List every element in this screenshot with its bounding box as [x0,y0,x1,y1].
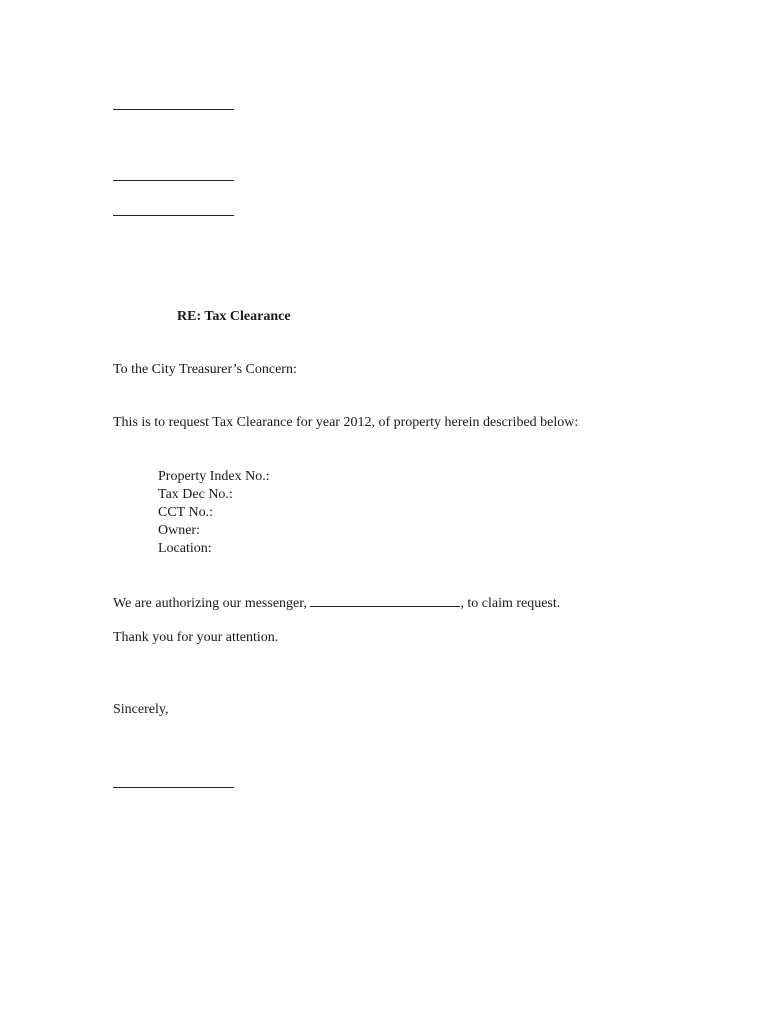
messenger-name-blank [310,594,460,607]
closing: Sincerely, [113,702,169,717]
signature-blank-line [113,787,234,788]
salutation: To the City Treasurer’s Concern: [113,362,297,377]
thanks-line: Thank you for your attention. [113,630,279,645]
field-owner: Owner: [158,523,200,538]
request-paragraph: This is to request Tax Clearance for year 2012, of property herein described below: [113,415,579,430]
field-cct: CCT No.: [158,505,213,520]
subject-line: RE: Tax Clearance [177,309,291,324]
field-property-index: Property Index No.: [158,469,270,484]
header-blank-line-3 [113,215,234,216]
field-location: Location: [158,541,212,556]
authorization-paragraph [113,594,560,613]
authorization-text-before: We are authorizing our messenger, [113,596,311,611]
authorization-text-after: , to claim request. [460,596,561,611]
header-blank-line-1 [113,109,234,110]
field-tax-dec: Tax Dec No.: [158,487,233,502]
header-blank-line-2 [113,180,234,181]
